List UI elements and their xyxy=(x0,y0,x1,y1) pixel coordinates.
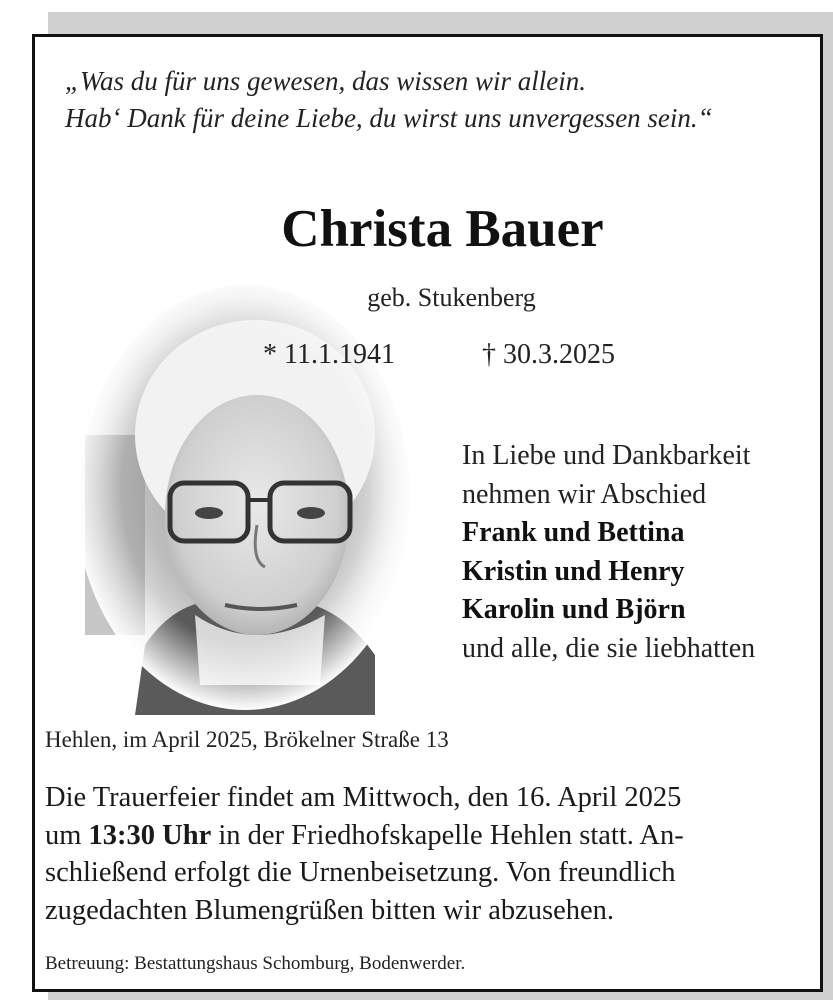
obituary-card xyxy=(32,34,823,992)
funeral-home-note: Betreuung: Bestattungshaus Schomburg, Bodenwerder. xyxy=(45,953,466,974)
place-and-date: Hehlen, im April 2025, Brökelner Straße 13 xyxy=(45,727,449,752)
quote-line-2: Hab‘ Dank für deine Liebe, du wirst uns unvergessen sein.“ xyxy=(65,103,713,133)
service-line-4: zugedachten Blumengrüßen bitten wir abzusehen. xyxy=(45,894,615,926)
mourners-intro-1: In Liebe und Dankbarkeit xyxy=(462,440,751,471)
service-line-1: Die Trauerfeier findet am Mittwoch, den 16. April 2025 xyxy=(45,782,682,813)
mourner-name: Frank und Bettina xyxy=(462,517,685,548)
memorial-quote xyxy=(65,63,805,137)
service-line-2-prefix: um xyxy=(45,819,89,851)
mourners-intro-2: nehmen wir Abschied xyxy=(462,478,707,510)
mourner-name: Karolin und Björn xyxy=(462,594,686,625)
service-time: 13:30 Uhr xyxy=(88,819,212,851)
mourner-name: Kristin und Henry xyxy=(462,555,685,587)
service-line-3: schließend erfolgt die Urnenbeisetzung. Von freundlich xyxy=(45,857,676,888)
service-line-2-suffix: in der Friedhofskapelle Hehlen statt. An- xyxy=(211,819,684,851)
birth-date: * 11.1.1941 xyxy=(263,339,395,370)
service-line-2 xyxy=(45,817,805,855)
service-announcement xyxy=(45,779,805,929)
mourners-closing: und alle, die sie liebhatten xyxy=(462,632,756,664)
death-date: † 30.3.2025 xyxy=(482,339,615,370)
birth-name: geb. Stukenberg xyxy=(367,283,536,312)
quote-line-1: „Was du für uns gewesen, das wissen wir allein. xyxy=(65,66,587,96)
mourners-block xyxy=(462,437,755,668)
deceased-name: Christa Bauer xyxy=(281,200,604,258)
